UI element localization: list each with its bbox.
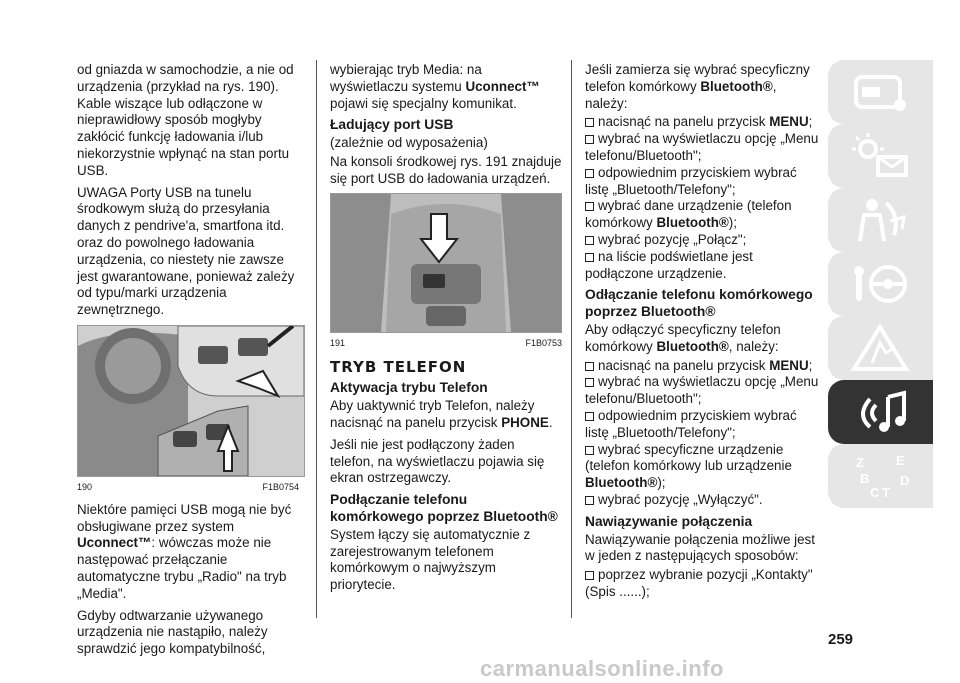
column-3	[585, 62, 821, 601]
checkbox-bullet-icon	[585, 118, 594, 127]
svg-text:D: D	[899, 473, 909, 488]
tab-warning-lights[interactable]	[828, 124, 933, 188]
svg-text:C: C	[869, 485, 879, 500]
heading: Nawiązywanie połączenia	[585, 513, 753, 529]
paragraph: Aby odłączyć specyficzny telefon komórkowy Bluetooth®, należy:	[585, 321, 781, 354]
tab-emergency[interactable]	[828, 316, 933, 380]
checkbox-bullet-icon	[585, 496, 594, 505]
figure-190	[77, 325, 305, 477]
column-divider	[571, 60, 572, 618]
figure-number: 190	[77, 481, 93, 492]
figure-caption	[330, 335, 562, 352]
checkbox-bullet-icon	[585, 378, 594, 387]
figure-191	[330, 193, 562, 333]
list-item: poprzez wybranie pozycji „Kontakty" (Spis ......);	[585, 567, 813, 599]
paragraph: Aby uaktywnić tryb Telefon, należy nacisnąć na panelu przycisk PHONE.	[330, 398, 553, 430]
list-item: odpowiednim przyciskiem wybrać listę „Bluetooth/Telefony";	[585, 407, 797, 440]
list-item: wybrać dane urządzenie (telefon komórkowy Bluetooth®);	[585, 198, 792, 231]
svg-text:T: T	[881, 485, 890, 500]
checkbox-bullet-icon	[585, 169, 594, 178]
car-dashboard-icon	[850, 67, 912, 117]
heading: Aktywacja trybu Telefon	[330, 380, 488, 396]
tab-seat-safety[interactable]	[828, 188, 933, 252]
list-item: wybrać pozycję „Wyłączyć".	[585, 492, 821, 509]
checkbox-bullet-icon	[585, 446, 594, 455]
svg-text:Z: Z	[855, 455, 864, 470]
list-item: nacisnąć na panelu przycisk MENU;	[585, 114, 821, 131]
watermark: carmanualsonline.info	[480, 656, 724, 681]
list-item: odpowiednim przyciskiem wybrać listę „Bluetooth/Telefony";	[585, 164, 797, 197]
figure-caption	[77, 479, 299, 496]
tab-car-dashboard[interactable]	[828, 60, 933, 124]
paragraph: UWAGA Porty USB na tunelu środkowym służą do przesyłania danych z pendrive'a, smartfona itd. oraz do powolnego ładowania urządzenia, co niestety nie zawsze jest gwarantowane, ponieważ zależy od typu/marki urządzenia zewnętrznego.	[77, 184, 295, 318]
paragraph: wybierając tryb Media: na wyświetlaczu systemu Uconnect™ pojawi się specjalny komunikat.	[330, 62, 540, 111]
emergency-icon	[850, 323, 912, 373]
checkbox-bullet-icon	[585, 202, 594, 211]
paragraph: od gniazda w samochodzie, a nie od urządzenia (przykład na rys. 190). Kable wiszące lub odłączone w nieprawidłowy sposób mogłyby zakłócić funkcję ładowania i/lub niekorzystnie wpłynąć na stan portu USB.	[77, 62, 294, 178]
svg-text:E: E	[895, 453, 905, 468]
paragraph: (zależnie od wyposażenia)	[330, 135, 488, 151]
checkbox-bullet-icon	[585, 135, 594, 144]
paragraph: Na konsoli środkowej rys. 191 znajduje się port USB do ładowania urządzeń.	[330, 153, 562, 186]
list-item: wybrać specyficzne urządzenie (telefon komórkowy lub urządzenie Bluetooth®);	[585, 441, 792, 491]
checkbox-bullet-icon	[585, 253, 594, 262]
list-item: wybrać na wyświetlaczu opcję „Menu telefonu/Bluetooth";	[585, 374, 819, 407]
heading: Odłączanie telefonu komórkowego poprzez Bluetooth®	[585, 287, 813, 320]
multimedia-icon	[850, 387, 912, 437]
list-item: wybrać na wyświetlaczu opcję „Menu telefonu/Bluetooth";	[585, 131, 819, 163]
checkbox-bullet-icon	[585, 571, 594, 580]
heading: Ładujący port USB	[330, 117, 454, 133]
usb-ports-illustration	[78, 326, 304, 476]
warning-lights-icon	[850, 131, 912, 181]
tab-steering-wheel[interactable]	[828, 252, 933, 316]
column-1	[77, 62, 299, 663]
chapter-tabs	[828, 60, 933, 508]
index-icon	[850, 451, 912, 501]
checkbox-bullet-icon	[585, 362, 594, 371]
paragraph: Gdyby odtwarzanie używanego urządzenia nie nastąpiło, należy sprawdzić jego kompatybilność,	[77, 607, 268, 657]
paragraph: Niektóre pamięci USB mogą nie być obsługiwane przez system Uconnect™: wówczas może nie następować przełączanie automatyczne trybu „Radio" na tryb „Media".	[77, 501, 292, 601]
list-item: wybrać pozycję „Połącz";	[585, 232, 821, 249]
figure-code: F1B0754	[262, 481, 299, 492]
svg-text:B: B	[859, 471, 869, 486]
seat-safety-icon	[850, 195, 912, 245]
heading: Podłączanie telefonu komórkowego poprzez Bluetooth®	[330, 492, 558, 524]
tab-multimedia[interactable]	[828, 380, 933, 444]
column-divider	[316, 60, 317, 618]
list-item: nacisnąć na panelu przycisk MENU;	[585, 358, 821, 375]
checkbox-bullet-icon	[585, 236, 594, 245]
paragraph: Jeśli nie jest podłączony żaden telefon, na wyświetlaczu pojawia się ekran ostrzegawczy.	[330, 436, 545, 486]
checkbox-bullet-icon	[585, 412, 594, 421]
page-number: 259	[828, 631, 854, 648]
tab-index[interactable]	[828, 444, 933, 508]
paragraph: Nawiązywanie połączenia możliwe jest w jeden z następujących sposobów:	[585, 531, 815, 564]
figure-code: F1B0753	[525, 337, 562, 348]
console-usb-illustration	[331, 194, 561, 332]
section-title: TRYB TELEFON	[330, 358, 467, 377]
column-2	[330, 62, 562, 599]
paragraph: System łączy się automatycznie z zarejestrowanym telefonem komórkowym o najwyższym priorytecie.	[330, 526, 531, 593]
steering-wheel-icon	[850, 259, 912, 309]
paragraph: Jeśli zamierza się wybrać specyficzny telefon komórkowy Bluetooth®, należy:	[585, 62, 810, 111]
figure-number: 191	[330, 337, 346, 348]
list-item: na liście podświetlane jest podłączone urządzenie.	[585, 248, 753, 281]
